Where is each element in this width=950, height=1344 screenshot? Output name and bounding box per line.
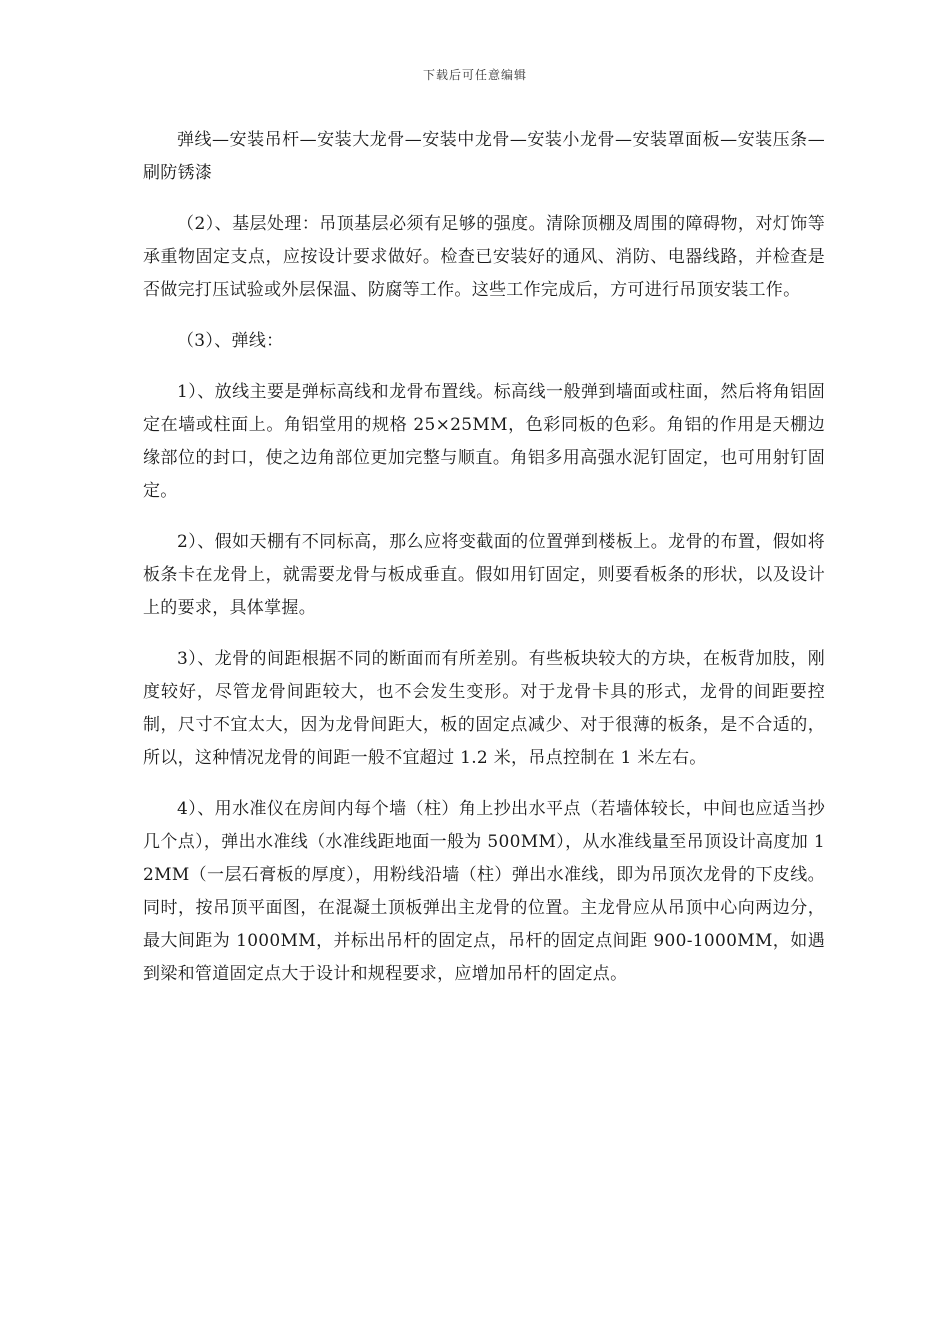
paragraph-item-3: 3）、龙骨的间距根据不同的断面而有所差别。有些板块较大的方块，在板背加肢，刚度较好，尽管龙骨间距较大，也不会发生变形。对于龙骨卡具的形式，龙骨的间距要控制，尺寸不宜太大，因为龙骨间距大，板的固定点减少、对于很薄的板条，是不合适的，所以，这种情况龙骨的间距一般不宜超过 1.2 米，吊点控制在 1 米左右。	[143, 649, 825, 768]
paragraph-item-1: 1）、放线主要是弹标高线和龙骨布置线。标高线一般弹到墙面或柱面，然后将角铝固定在墙或柱面上。角铝堂用的规格 25×25MM，色彩同板的色彩。角铝的作用是天棚边缘部位的封口，使之边角部位更加完整与顺直。角铝多用高强水泥钉固定，也可用射钉固定。	[143, 382, 825, 501]
paragraph-base-treatment: （2）、基层处理：吊顶基层必须有足够的强度。清除顶棚及周围的障碍物，对灯饰等承重物固定支点，应按设计要求做好。检查已安装好的通风、消防、电器线路，并检查是否做完打压试验或外层保温、防腐等工作。这些工作完成后，方可进行吊顶安装工作。	[143, 214, 825, 300]
document-body	[143, 124, 825, 991]
header-note: 下载后可任意编辑	[422, 68, 527, 82]
paragraph-process-flow: 弹线—安装吊杆—安装大龙骨—安装中龙骨—安装小龙骨—安装罩面板—安装压条—刷防锈漆	[143, 130, 825, 183]
paragraph-item-2: 2）、假如天棚有不同标高，那么应将变截面的位置弹到楼板上。龙骨的布置，假如将板条卡在龙骨上，就需要龙骨与板成垂直。假如用钉固定，则要看板条的形状，以及设计上的要求，具体掌握。	[143, 532, 825, 618]
paragraph-item-4: 4）、用水准仪在房间内每个墙（柱）角上抄出水平点（若墙体较长，中间也应适当抄几个点），弹出水准线（水准线距地面一般为 500MM），从水准线量至吊顶设计高度加 12MM（一层石膏板的厚度），用粉线沿墙（柱）弹出水准线，即为吊顶次龙骨的下皮线。同时，按吊顶平面图，在混凝土顶板弹出主龙骨的位置。主龙骨应从吊顶中心向两边分，最大间距为 1000MM，并标出吊杆的固定点，吊杆的固定点间距 900-1000MM，如遇到梁和管道固定点大于设计和规程要求，应增加吊杆的固定点。	[143, 799, 825, 984]
paragraph-line-marking-heading: （3）、弹线：	[177, 331, 284, 351]
